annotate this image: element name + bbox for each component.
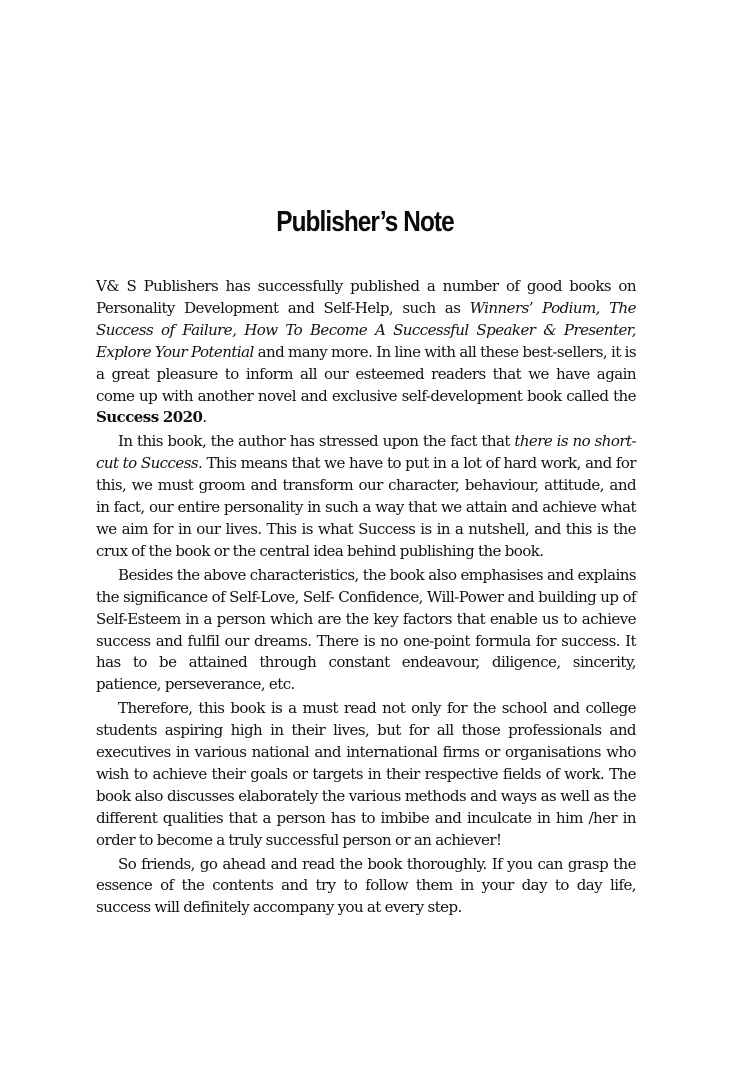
emphasis-italic: there is no short-cut to Success. <box>96 432 636 473</box>
text-span: So friends, go ahead and read the book thoroughly. If you can grasp the essence of the contents and try to follow them in your day to day life, success will definitely accompany you at every step. <box>96 854 636 917</box>
text-span: Besides the above characteristics, the book also emphasises and explains the significance of Self-Love, Self- Confidence, Will-Power and building up of Self-Esteem in a person which are the key factors that enable us to achieve success and fulfil our dreams. There is no one-point formula for success. It has to be attained through constant endeavour, diligence, sincerity, patience, perseverance, etc. <box>96 565 636 694</box>
paragraph-5 <box>96 854 636 920</box>
body-text <box>96 276 636 921</box>
text-span: V& S Publishers has successfully published a number of good books on Personality Development and Self-Help, such as <box>96 277 636 317</box>
text-span: and many more. In line with all these best-sellers, it is a great pleasure to inform all our esteemed readers that we have again come up with another novel and exclusive self-development book called the <box>96 342 636 405</box>
text-span: This means that we have to put in a lot of hard work, and for this, we must groom and transform our character, behaviour, attitude, and in fact, our entire personality in such a way that we attain and achieve what we aim for in our lives. This is what Success is in a nutshell, and this is the crux of the book or the central idea behind publishing the book. <box>96 454 636 560</box>
paragraph-3 <box>96 565 636 696</box>
text-span: . <box>202 408 207 427</box>
paragraph-4 <box>96 698 636 851</box>
book-titles-italic: Winners’ Podium, The Success of Failure, How To Become A Successful Speaker & Presenter, Explore Your Potential <box>96 298 636 361</box>
paragraph-2 <box>96 431 636 562</box>
page-title: Publisher’s Note <box>276 206 454 238</box>
text-span: Therefore, this book is a must read not only for the school and college students aspiring high in their lives, but for all those professionals and executives in various national and international firms or organisations who wish to achieve their goals or targets in their respective fields of work. The book also discusses elaborately the various methods and ways as well as the different qualities that a person has to imbibe and inculcate in him /her in order to become a truly successful person or an achiever! <box>96 699 636 849</box>
paragraph-intro <box>96 276 636 429</box>
book-name-bold: Success 2020 <box>96 408 203 427</box>
text-span: In this book, the author has stressed upon the fact that <box>118 432 515 451</box>
